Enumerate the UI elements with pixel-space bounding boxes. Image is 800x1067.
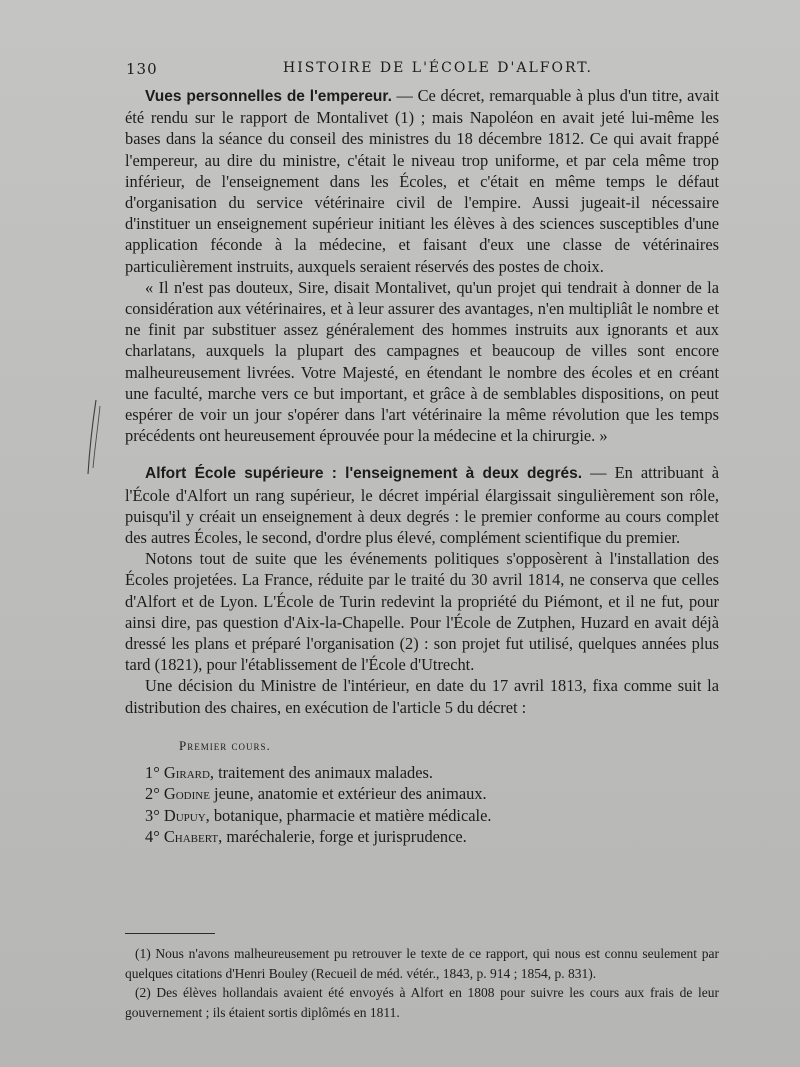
course-subject: , traitement des animaux malades. — [209, 763, 433, 783]
course-list — [145, 762, 719, 847]
paragraph-quote-montalivet — [125, 277, 719, 447]
paragraph-heading: Vues personnelles de l'empereur. — [145, 88, 392, 105]
paragraph-decision-ministre — [125, 675, 719, 717]
footnotes — [125, 944, 719, 1022]
course-number: 2° — [145, 784, 160, 804]
course-number: 3° — [145, 805, 160, 825]
professor-name: Dupuy — [163, 805, 206, 825]
list-item — [145, 805, 719, 826]
page-number: 130 — [126, 60, 158, 78]
list-item — [145, 762, 719, 783]
paragraph-text: — Ce décret, remarquable à plus d'un titre, avait été rendu sur le rapport de Montalivet (1) ; mais Napoléon en avait jeté lui-même les bases dans la séance du conseil des ministres du 18 décembre 1812. Ce qui avait frappé l'empereur, au dire du ministre, c'était le niveau trop uniforme, et par cela même trop inférieur, de l'enseignement dans les Écoles, et c'était en même temps le défaut d'organisation du service vétérinaire civil de l'empire. Aussi jugeait-il nécessaire d'instituer un enseignement supérieur initiant les élèves à des sciences susceptibles d'une application féconde à la médecine, et faisant d'eux une classe de vétérinaires particulièrement instruits, auxquels seraient réservés des postes de choix. — [125, 86, 719, 276]
course-subject: , maréchalerie, forge et jurisprudence. — [218, 826, 467, 846]
professor-name: Godine — [163, 784, 210, 804]
footnote-1: (1) Nous n'avons malheureusement pu retrouver le texte de ce rapport, qui nous est connu seulement par quelques citations d'Henri Bouley (Recueil de méd. vétér., 1843, p. 914 ; 1854, p. 831). — [125, 946, 719, 981]
pencil-mark-icon — [82, 398, 106, 478]
course-subject: , botanique, pharmacie et matière médicale. — [205, 805, 492, 825]
paragraph-vues-personnelles — [125, 85, 719, 277]
running-title: HISTOIRE DE L'ÉCOLE D'ALFORT. — [283, 60, 593, 76]
paragraph-evenements-politiques — [125, 548, 719, 675]
paragraph-heading: Alfort École supérieure : l'enseignement à deux degrés. — [145, 465, 583, 483]
footnote-2: (2) Des élèves hollandais avaient été envoyés à Alfort en 1808 pour suivre les cours aux frais de leur gouvernement ; ils étaient sortis diplômés en 1811. — [125, 985, 719, 1020]
course-heading: Premier cours. — [179, 737, 271, 753]
paragraph-text: « Il n'est pas douteux, Sire, disait Montalivet, qu'un projet qui tendrait à donner de la considération aux vétérinaires, et à leur assurer des avantages, n'en multipliât le nombre et ne finit par substituer assez généralement des hommes instruits aux ignorants et aux charlatans, auxquels la plupart des campagnes et beaucoup de villes sont encore malheureusement livrées. Votre Majesté, en étendant le nombre des écoles et en créant une faculté, marche vers ce but important, et grâce à de semblables dispositions, on peut espérer de voir un jour s'opérer dans l'art vétérinaire la même révolution que les temps précédents ont heureusement éprouvée pour la médecine et la chirurgie. » — [125, 277, 719, 446]
list-item — [145, 783, 719, 804]
course-number: 4° — [145, 826, 160, 846]
paragraph-text: Une décision du Ministre de l'intérieur, en date du 17 avril 1813, fixa comme suit la distribution des chaires, en exécution de l'article 5 du décret : — [125, 676, 719, 717]
course-number: 1° — [145, 763, 160, 783]
paragraph-alfort-ecole-superieure — [125, 462, 719, 548]
paragraph-text: Notons tout de suite que les événements politiques s'opposèrent à l'installation des Écoles projetées. La France, réduite par le traité du 30 avril 1814, ne conserva que celles d'Alfort et de Lyon. L'École de Turin redevint la propriété du Piémont, et il ne fut, pour ainsi dire, pas question d'Aix-la-Chapelle. Pour l'École de Zutphen, Huzard en avait déjà dressé les plans et préparé l'organisation (2) : son projet fut utilisé, quelques années plus tard (1821), pour l'établissement de l'École d'Utrecht. — [125, 549, 719, 675]
page-header — [0, 60, 800, 82]
professor-name: Girard — [163, 763, 210, 783]
list-item — [145, 826, 719, 847]
main-text — [125, 85, 719, 847]
footnote-divider — [125, 933, 215, 934]
course-subject: jeune, anatomie et extérieur des animaux. — [209, 784, 487, 804]
paragraph-text: — En attribuant à l'École d'Alfort un rang supérieur, le décret impérial élargissait singulièrement son rôle, puisqu'il y créait un enseignement à deux degrés : le premier conforme au cours complet des autres Écoles, le second, d'ordre plus élevé, complément scientifique du premier. — [125, 463, 719, 548]
professor-name: Chabert — [163, 826, 219, 846]
